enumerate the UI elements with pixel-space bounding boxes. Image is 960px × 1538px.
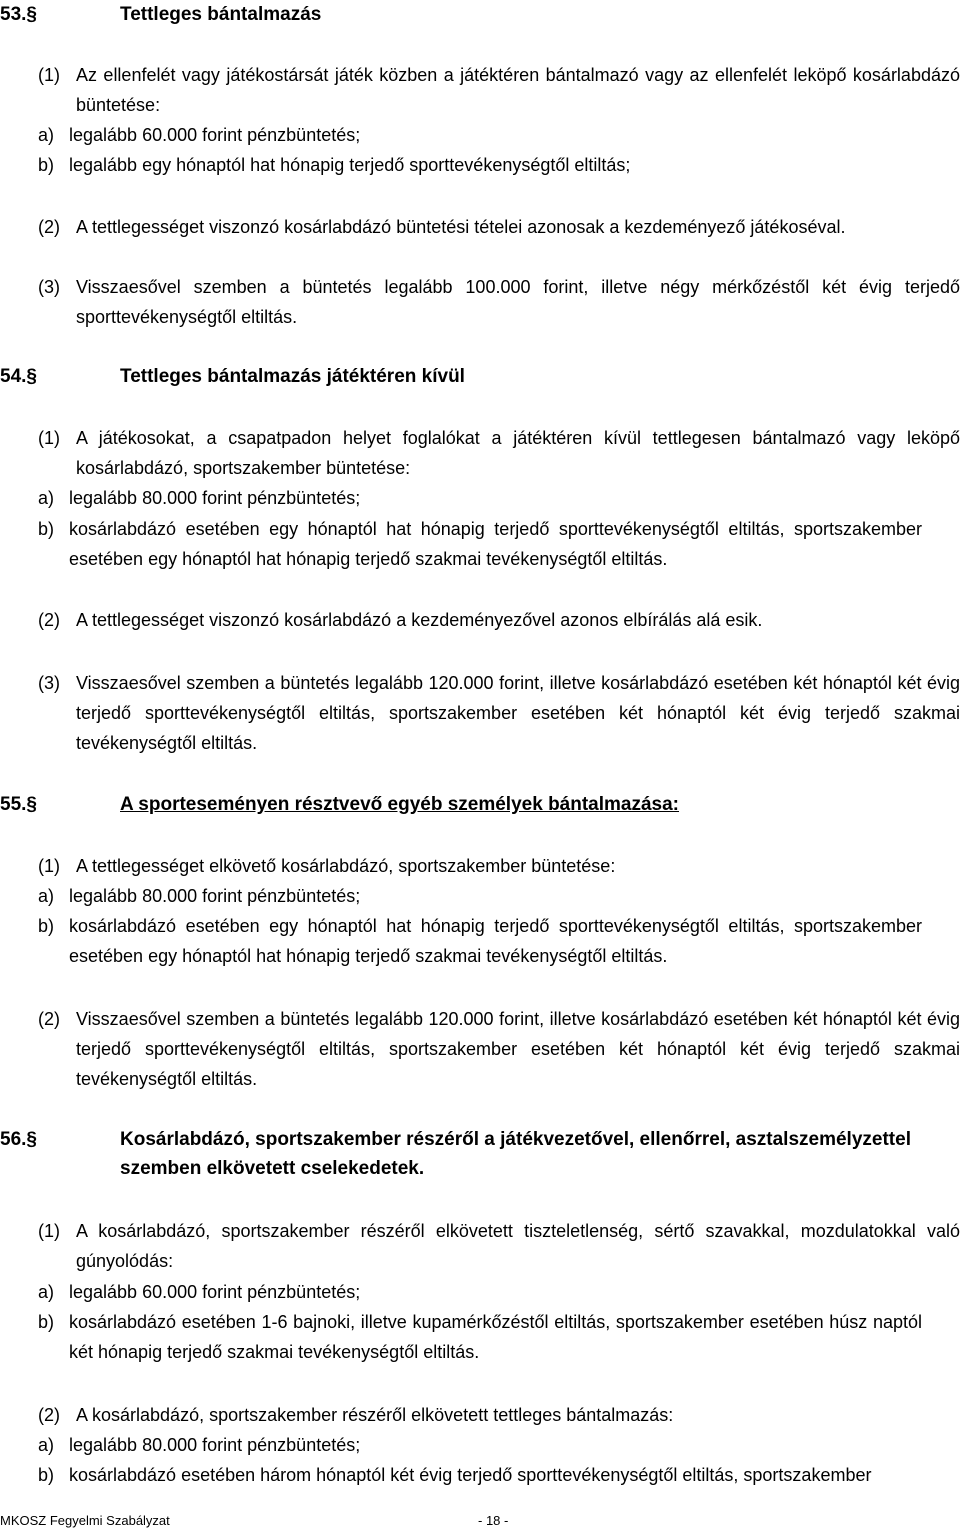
paragraph-text: Visszaesővel szemben a büntetés legalább 120.000 forint, illetve kosárlabdázó esetében két hónaptól két évig terjedő sporttevékenységtől eltiltás, sportszakember esetében két hónaptól két évig terjedő szakmai tevékenységtől eltiltás. (76, 1009, 960, 1089)
item-label: b) (38, 155, 55, 175)
paragraph-text: A tettlegességet viszonzó kosárlabdázó a kezdeményezővel azonos elbírálás alá esik. (76, 610, 763, 630)
paragraph-text: A tettlegességet viszonzó kosárlabdázó büntetési tételei azonosak a kezdeményező játékoséval. (76, 217, 846, 237)
paragraph-text: A kosárlabdázó, sportszakember részéről elkövetett tettleges bántalmazás: (76, 1405, 674, 1425)
item-label: b) (38, 1312, 55, 1332)
item-text: kosárlabdázó esetében egy hónaptól hat hónapig terjedő sporttevékenységtől eltiltás, sportszakember esetében egy hónaptól hat hónapig terjedő szakmai tevékenységtől eltiltás. (69, 519, 922, 569)
paragraph-text: Visszaesővel szemben a büntetés legalább 100.000 forint, illetve négy mérkőzéstől két évig terjedő sporttevékenységtől eltiltás. (76, 277, 960, 327)
section-title: Tettleges bántalmazás (120, 4, 322, 25)
page-number: - 18 - (478, 1513, 509, 1528)
item-label: a) (38, 125, 55, 145)
section-number: 54.§ (0, 366, 37, 387)
item-text: legalább 80.000 forint pénzbüntetés; (69, 488, 361, 508)
section-number: 55.§ (0, 794, 37, 815)
item-text: legalább egy hónaptól hat hónapig terjedő sporttevékenységtől eltiltás; (69, 155, 631, 175)
paragraph-text: A játékosokat, a csapatpadon helyet foglalókat a játéktéren kívül tettlegesen bántalmazó vagy leköpő kosárlabdázó, sportszakember büntetése: (76, 428, 960, 478)
item-label: b) (38, 519, 55, 539)
section-title: Tettleges bántalmazás játéktéren kívül (120, 366, 465, 387)
paragraph-number: (2) (38, 1405, 60, 1425)
paragraph-number: (2) (38, 217, 60, 237)
item-text: kosárlabdázó esetében egy hónaptól hat hónapig terjedő sporttevékenységtől eltiltás, sportszakember esetében egy hónaptól hat hónapig terjedő szakmai tevékenységtől eltiltás. (69, 916, 922, 966)
paragraph-text: A kosárlabdázó, sportszakember részéről elkövetett tiszteletlenség, sértő szavakkal, mozdulatokkal való gúnyolódás: (76, 1221, 960, 1271)
item-text: legalább 80.000 forint pénzbüntetés; (69, 1435, 361, 1455)
item-text: legalább 60.000 forint pénzbüntetés; (69, 1282, 361, 1302)
item-text: kosárlabdázó esetében három hónaptól két évig terjedő sporttevékenységtől eltiltás, sportszakember (69, 1465, 872, 1485)
paragraph-number: (2) (38, 1009, 60, 1029)
paragraph-text: Az ellenfelét vagy játékostársát játék közben a játéktéren bántalmazó vagy az ellenfelét leköpő kosárlabdázó büntetése: (76, 65, 960, 115)
paragraph-number: (3) (38, 673, 60, 693)
item-text: legalább 60.000 forint pénzbüntetés; (69, 125, 361, 145)
item-label: a) (38, 1435, 55, 1455)
paragraph-number: (2) (38, 610, 60, 630)
paragraph-number: (3) (38, 277, 60, 297)
paragraph-number: (1) (38, 1221, 60, 1241)
section-number: 53.§ (0, 4, 37, 25)
section-title: A sporteseményen résztvevő egyéb személyek bántalmazása: (120, 794, 680, 815)
footer-document-title: MKOSZ Fegyelmi Szabályzat (0, 1513, 170, 1528)
item-label: b) (38, 916, 55, 936)
item-label: a) (38, 488, 55, 508)
item-label: a) (38, 1282, 55, 1302)
item-text: kosárlabdázó esetében 1-6 bajnoki, illetve kupamérkőzéstől eltiltás, sportszakember esetében húsz naptól két hónapig terjedő szakmai tevékenységtől eltiltás. (69, 1312, 922, 1362)
paragraph-text: A tettlegességet elkövető kosárlabdázó, sportszakember büntetése: (76, 856, 616, 876)
section-number: 56.§ (0, 1129, 37, 1150)
paragraph-text: Visszaesővel szemben a büntetés legalább 120.000 forint, illetve kosárlabdázó esetében két hónaptól két évig terjedő sporttevékenységtől eltiltás, sportszakember esetében két hónaptól két évig terjedő szakmai tevékenységtől eltiltás. (76, 673, 960, 753)
paragraph-number: (1) (38, 856, 60, 876)
item-text: legalább 80.000 forint pénzbüntetés; (69, 886, 361, 906)
paragraph (38, 60, 960, 120)
section-title: Kosárlabdázó, sportszakember részéről a játékvezetővel, ellenőrrel, asztalszemélyzettel szemben elkövetett cselekedetek. (120, 1129, 911, 1179)
item-label: b) (38, 1465, 55, 1485)
paragraph-number: (1) (38, 65, 60, 85)
item-label: a) (38, 886, 55, 906)
paragraph-number: (1) (38, 428, 60, 448)
